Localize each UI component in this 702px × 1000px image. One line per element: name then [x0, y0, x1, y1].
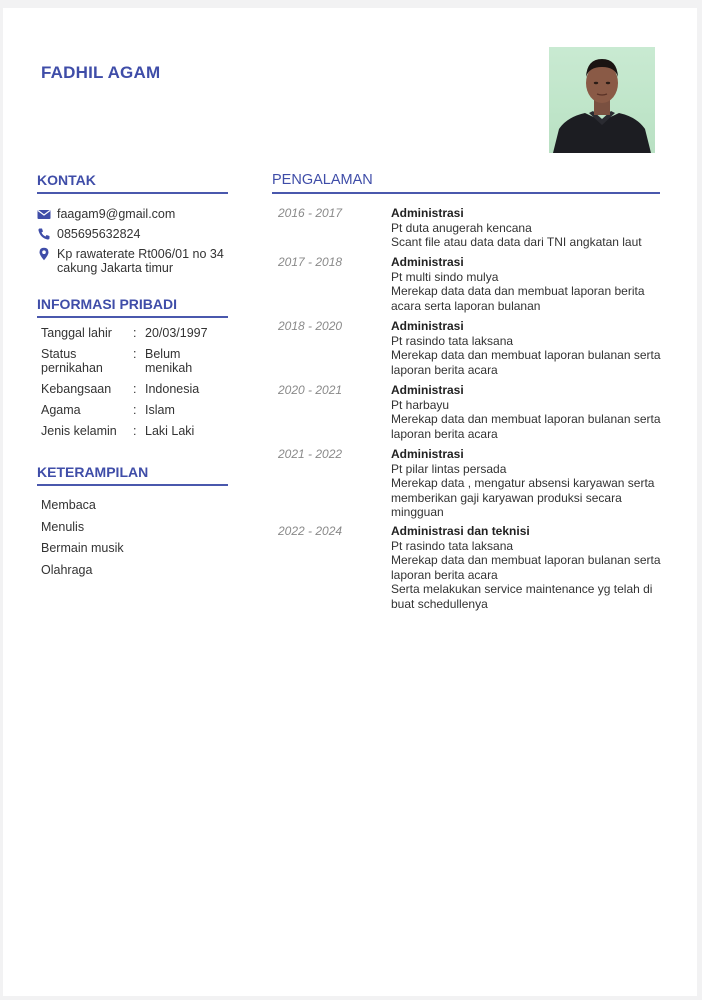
- experience-divider: [272, 192, 660, 194]
- experience-desc: Merekap data data dan membuat laporan berita acara serta laporan bulanan: [391, 284, 645, 313]
- skills-divider: [37, 484, 228, 486]
- experience-role: Administrasi: [391, 255, 464, 269]
- experience-desc: Merekap data , mengatur absensi karyawan serta memberikan gaji karyawan produksi secara mingguan: [391, 476, 655, 519]
- info-label: Tanggal lahir: [41, 326, 112, 340]
- info-separator: :: [133, 403, 137, 417]
- experience-role: Administrasi: [391, 319, 464, 333]
- experience-item: [278, 524, 668, 611]
- info-label: Jenis kelamin: [41, 424, 117, 438]
- experience-desc: Serta melakukan service maintenance yg telah di buat schedullenya: [391, 582, 653, 611]
- map-pin-icon: [37, 247, 51, 261]
- experience-desc: Scant file atau data data dari TNI angkatan laut: [391, 235, 642, 249]
- info-value: 20/03/1997: [145, 326, 208, 340]
- experience-item: [278, 319, 668, 377]
- experience-desc: Merekap data dan membuat laporan bulanan serta laporan berita acara: [391, 412, 661, 441]
- contact-phone-row: [37, 227, 229, 247]
- contact-section-title: KONTAK: [37, 172, 96, 188]
- experience-company: Pt rasindo tata laksana: [391, 538, 514, 553]
- personal-section-title: INFORMASI PRIBADI: [37, 296, 177, 312]
- experience-role: Administrasi dan teknisi: [391, 524, 530, 538]
- skill-item: Bermain musik: [41, 541, 124, 555]
- experience-item: [278, 206, 668, 250]
- profile-photo: [549, 47, 655, 153]
- experience-item: [278, 383, 668, 441]
- info-value: Islam: [145, 403, 175, 417]
- experience-date: 2021 - 2022: [278, 447, 343, 461]
- experience-company: Pt harbayu: [391, 397, 450, 412]
- experience-item: [278, 255, 668, 313]
- envelope-icon: [37, 207, 51, 221]
- info-row: [41, 382, 231, 396]
- info-value: Belum menikah: [145, 347, 193, 375]
- info-row: [41, 347, 231, 375]
- contact-email[interactable]: faagam9@gmail.com: [57, 207, 176, 221]
- phone-icon: [37, 227, 51, 241]
- experience-item: [278, 447, 668, 520]
- contact-address-row: [37, 247, 229, 275]
- skills-section-title: KETERAMPILAN: [37, 464, 149, 480]
- experience-company: Pt duta anugerah kencana: [391, 220, 532, 235]
- info-label: Agama: [41, 403, 81, 417]
- experience-date: 2020 - 2021: [278, 383, 343, 397]
- contact-list: [37, 207, 229, 275]
- experience-desc: Merekap data dan membuat laporan bulanan serta laporan berita acara: [391, 348, 661, 377]
- personal-info-table: [41, 326, 231, 445]
- info-value: Indonesia: [145, 382, 200, 396]
- info-row: [41, 403, 231, 417]
- info-value: Laki Laki: [145, 424, 195, 438]
- info-separator: :: [133, 424, 137, 438]
- experience-date: 2018 - 2020: [278, 319, 343, 333]
- info-row: [41, 424, 231, 438]
- info-row: [41, 326, 231, 340]
- skill-item: Membaca: [41, 498, 96, 512]
- info-label: Status pernikahan: [41, 347, 103, 375]
- contact-email-row: [37, 207, 229, 227]
- experience-company: Pt pilar lintas persada: [391, 461, 507, 476]
- contact-address: Kp rawaterate Rt006/01 no 34 cakung Jakarta timur: [57, 247, 224, 275]
- experience-date: 2016 - 2017: [278, 206, 343, 220]
- info-separator: :: [133, 347, 137, 361]
- experience-company: Pt rasindo tata laksana: [391, 333, 514, 348]
- experience-date: 2022 - 2024: [278, 524, 343, 538]
- experience-company: Pt multi sindo mulya: [391, 269, 499, 284]
- skill-item: Menulis: [41, 519, 85, 534]
- experience-role: Administrasi: [391, 383, 464, 397]
- candidate-name: FADHIL AGAM: [41, 63, 161, 82]
- experience-date: 2017 - 2018: [278, 255, 343, 269]
- experience-desc: Merekap data dan membuat laporan bulanan serta laporan berita acara: [391, 553, 661, 582]
- resume-page: [3, 8, 697, 996]
- experience-role: Administrasi: [391, 206, 464, 220]
- skill-item: Olahraga: [41, 562, 93, 577]
- contact-phone[interactable]: 085695632824: [57, 227, 141, 241]
- info-separator: :: [133, 382, 137, 396]
- info-separator: :: [133, 326, 137, 340]
- info-label: Kebangsaan: [41, 382, 112, 396]
- personal-divider: [37, 316, 228, 318]
- experience-section-title: PENGALAMAN: [272, 172, 373, 188]
- experience-role: Administrasi: [391, 447, 464, 461]
- contact-divider: [37, 192, 228, 194]
- skills-list: [41, 498, 124, 584]
